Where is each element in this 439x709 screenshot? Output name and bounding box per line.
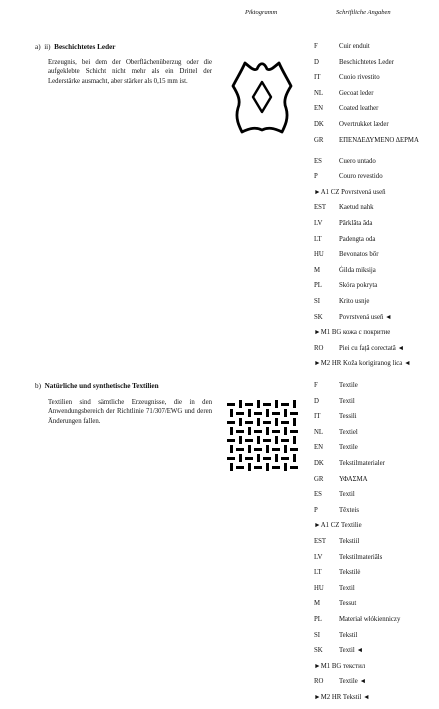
list-item: PL Materiał włókienniczy	[314, 615, 401, 623]
section-b-number: b)	[35, 382, 41, 390]
list-item: F Cuir enduit	[314, 43, 370, 50]
list-item: GR ΥΦΑΣΜΑ	[314, 475, 368, 483]
coated-leather-pictogram-icon	[230, 56, 294, 136]
list-item: ►A1 CZ Povrstvená useň	[314, 188, 386, 196]
list-item: ►M1 BG текстил	[314, 662, 366, 670]
list-item: P Couro revestido	[314, 173, 383, 181]
list-item: D Beschichtetes Leder	[314, 58, 394, 66]
list-item: F Textile	[314, 382, 358, 389]
list-item: LT Tekstilė	[314, 569, 361, 577]
list-item: RO Piei cu față corectată ◄	[314, 344, 405, 352]
section-a-title: Beschichtetes Leder	[54, 43, 116, 51]
list-item: NL Gecoat leder	[314, 89, 374, 97]
list-item: SK Textil ◄	[314, 647, 364, 655]
list-item: DK Overtrukket læder	[314, 120, 389, 128]
section-b-heading	[35, 382, 159, 390]
list-item: EST Kaetud nahk	[314, 204, 374, 212]
section-b-title: Natürliche und synthetische Textilien	[44, 382, 159, 390]
list-item: GR ΕΠΕΝΔΕΔΥΜΕΝΟ ΔΕΡΜΑ	[314, 136, 419, 144]
section-a-heading	[35, 43, 115, 51]
section-a-subnumber: ii)	[44, 43, 51, 51]
list-item: ►M1 BG кожа с покритие	[314, 329, 391, 337]
textile-weave-pictogram-icon	[226, 399, 300, 473]
list-item: SI Krito usnje	[314, 297, 370, 305]
written-column-header: Schriftliche Angaben	[336, 9, 391, 16]
list-item: IT Tessili	[314, 413, 357, 421]
list-item: PL Skóra pokryta	[314, 282, 378, 290]
list-item: ES Cuero untado	[314, 157, 376, 165]
list-item: ►A1 CZ Textilie	[314, 522, 362, 530]
list-item: EST Tekstiil	[314, 537, 360, 545]
list-item: SK Povrstvená useň ◄	[314, 313, 392, 321]
section-b-description: Textilien sind sämtliche Erzeugnisse, die in den Anwendungsbereich der Richtlinie 71/307/EWG und deren Änderungen fallen.	[48, 399, 212, 425]
list-item: M Ġilda miksija	[314, 266, 376, 274]
list-item: LV Tekstilmateriāls	[314, 553, 383, 561]
list-item: ►M2 HR Koža korigiranog lica ◄	[314, 360, 411, 368]
pictogram-column-header: Piktogramm	[245, 9, 278, 16]
list-item: LT Padengta oda	[314, 235, 376, 243]
list-item: ES Textil	[314, 491, 355, 499]
list-item: NL Textiel	[314, 428, 358, 436]
list-item: D Textil	[314, 397, 355, 405]
list-item: DK Tekstilmaterialer	[314, 459, 385, 467]
list-item: P Têxteis	[314, 506, 360, 514]
list-item: RO Textile ◄	[314, 678, 367, 686]
list-item: EN Coated leather	[314, 105, 379, 113]
list-item: HU Bevonatos bőr	[314, 251, 379, 259]
list-item: EN Textile	[314, 444, 358, 452]
list-item: M Tessut	[314, 600, 357, 608]
section-a-description: Erzeugnis, bei dem der Oberflächenüberzug oder die aufgeklebte Schicht nicht mehr als ein Drittel der Lederstärke ausmacht, aber stärker als 0,15 mm ist.	[48, 59, 212, 85]
section-a-number: a)	[35, 43, 41, 51]
section-b-language-list	[314, 382, 432, 709]
list-item: IT Cuoio rivestito	[314, 74, 380, 82]
list-item: SI Tekstil	[314, 631, 358, 639]
section-a-language-list	[314, 43, 432, 376]
list-item: LV Pārklāta āda	[314, 219, 373, 227]
list-item: ►M2 HR Tekstil ◄	[314, 693, 370, 701]
list-item: HU Textil	[314, 584, 355, 592]
